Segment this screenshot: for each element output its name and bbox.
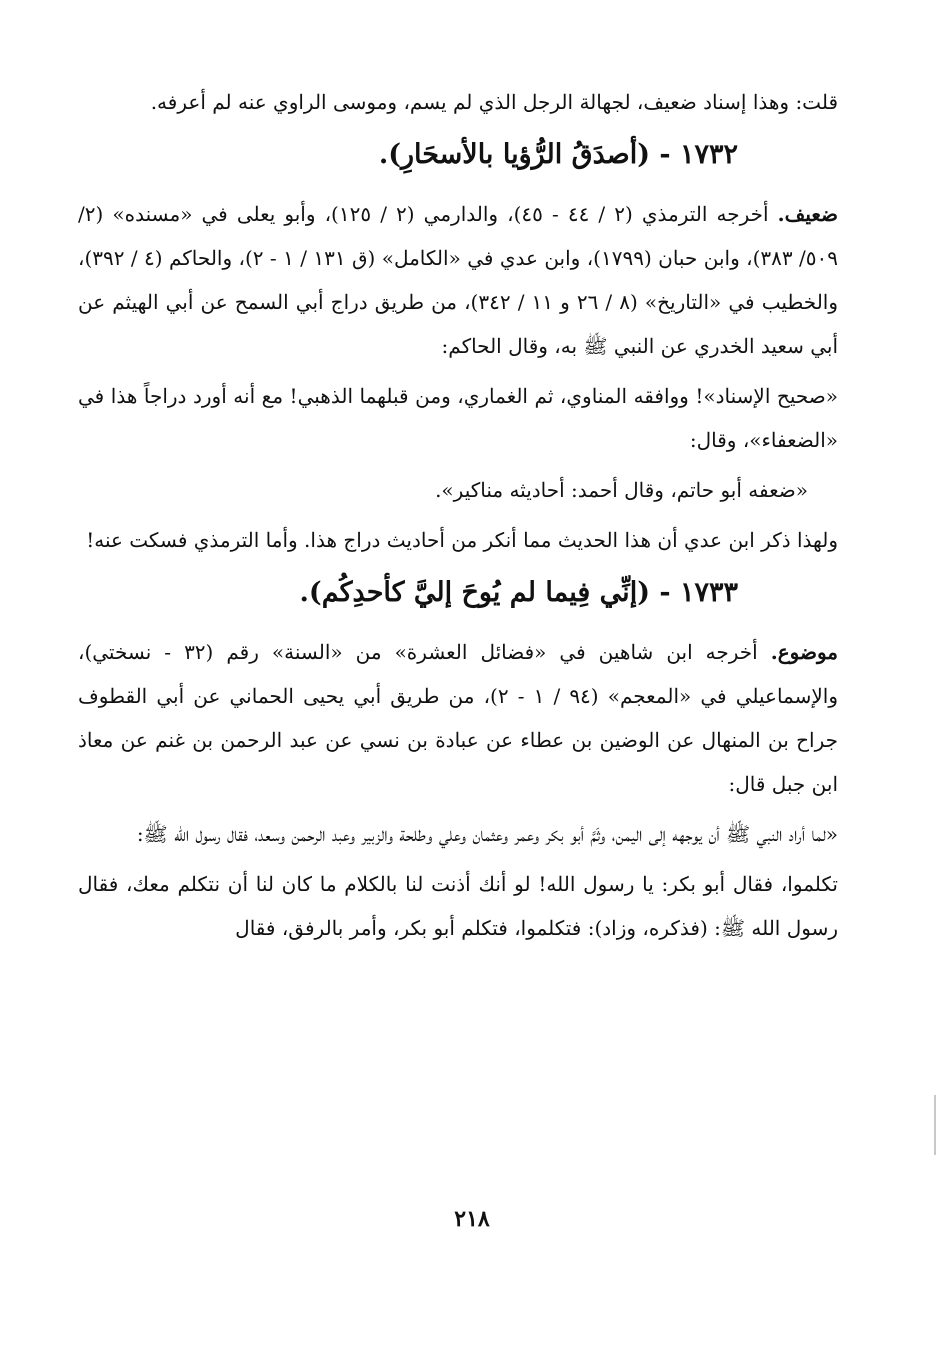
takhrij-paragraph-1732 — [78, 192, 838, 368]
commentary-paragraph: قلت: وهذا إسناد ضعيف، لجهالة الرجل الذي لم يسم، وموسى الراوي عنه لم أعرفه. — [150, 90, 838, 114]
scan-edge-mark — [934, 1095, 936, 1155]
hadith-heading-1732: ١٧٣٢ - (أصدَقُ الرُّؤيا بالأسحَارِ). — [378, 139, 738, 170]
takhrij-text: أخرجه الترمذي (٢ / ٤٤ - ٤٥)، والدارمي (٢ / ١٢٥)، وأبو يعلى في «مسنده» (٢/ ٥٠٩/ ٣٨٣)، وابن حبان (١٧٩٩)، وابن عدي في «الكامل» (ق ١٣١ / ١ - ٢)، والحاكم (٤ / ٣٩٢)، والخطيب في «التاريخ» (٨ / ٢٦ و ١١ / ٣٤٢)، من طريق دراج أبي السمح عن أبي الهيثم عن أبي سعيد الخدري عن النبي ﷺ به، وقال الحاكم: — [78, 202, 839, 358]
takhrij-paragraph-1733 — [78, 630, 838, 806]
grade-label: موضوع. — [770, 640, 838, 664]
grade-label: ضعيف. — [777, 202, 839, 226]
dhahabi-quote: «ضعفه أبو حاتم، وقال أحمد: أحاديثه مناكير». — [435, 478, 808, 502]
hadith-text-paragraph: «لما أراد النبي ﷺ أن يوجهه إلى اليمن، وثَمَّ أبو بكر وعمر وعثمان وعلي وطلحة والزبير وعبد الرحمن وسعد، فقال رسول الله ﷺ: — [136, 822, 838, 846]
page-number: ٢١٨ — [454, 1206, 490, 1232]
hadith-heading-1733: ١٧٣٣ - (إنِّي فِيما لم يُوحَ إليَّ كأحدِكُم). — [299, 577, 738, 608]
ibn-adi-paragraph: ولهذا ذكر ابن عدي أن هذا الحديث مما أنكر من أحاديث دراج هذا. وأما الترمذي فسكت عنه! — [86, 528, 838, 552]
hakim-quote-paragraph: «صحيح الإسناد»! ووافقه المناوي، ثم الغماري، ومن قبلهما الذهبي! مع أنه أورد دراجاً هذا في «الضعفاء»، وقال: — [78, 384, 838, 452]
page-body — [78, 80, 838, 956]
hadith-continuation-paragraph: تكلموا، فقال أبو بكر: يا رسول الله! لو أنك أذنت لنا بالكلام ما كان لنا أن نتكلم معك، فقال رسول الله ﷺ: (فذكره، وزاد): فتكلموا، فتكلم أبو بكر، وأمر بالرفق، فقال — [78, 872, 838, 940]
takhrij-text: أخرجه ابن شاهين في «فضائل العشرة» من «السنة» رقم (٣٢ - نسختي)، والإسماعيلي في «المعجم» (٩٤ / ١ - ٢)، من طريق أبي يحيى الحماني عن أبي القطوف جراح بن المنهال عن الوضين بن عطاء عن عبادة بن نسي عن عبد الرحمن بن غنم عن معاذ ابن جبل قال: — [78, 640, 838, 796]
